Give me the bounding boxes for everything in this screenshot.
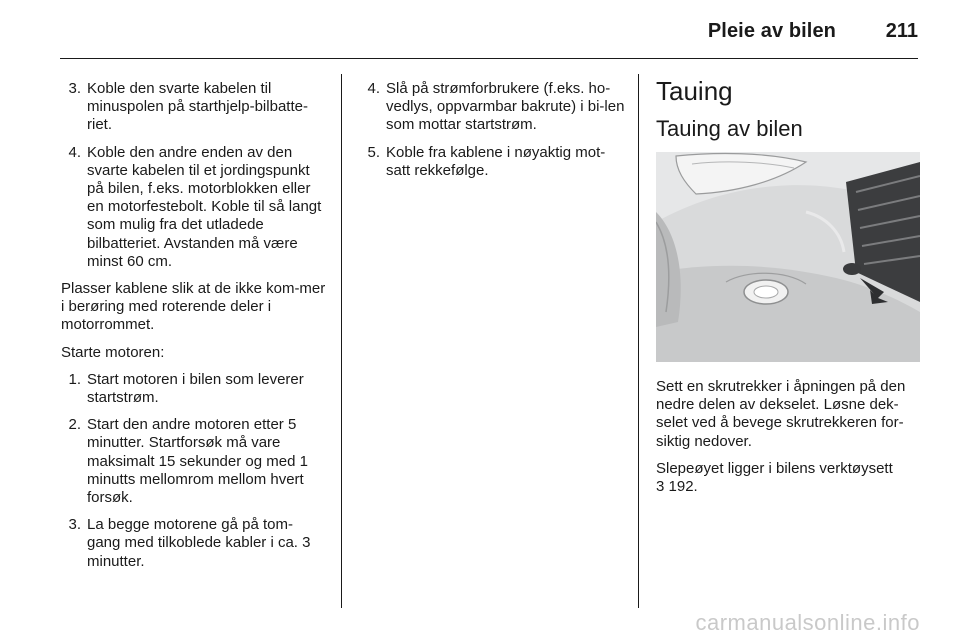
column-2 [360, 80, 625, 189]
list-item [61, 416, 326, 507]
list-number: 4. [367, 80, 380, 97]
watermark: carmanualsonline.info [695, 610, 920, 635]
list-item [61, 80, 326, 135]
list-text: Koble den andre enden av den svarte kabelen til et jordingspunkt på bilen, f.eks. motorblokken eller en motorfestebolt. Koble til så langt som mulig fra det utladede bilbatteriet. Avstanden må være minst 60 cm. [87, 143, 322, 270]
towing-eye-cover-illustration [656, 152, 920, 362]
list-number: 5. [367, 143, 380, 161]
column-3 [656, 76, 920, 505]
list-item [61, 371, 326, 407]
page-number: 211 [885, 20, 918, 42]
list-item [61, 144, 326, 271]
list-number: 3. [68, 80, 81, 97]
page-header [60, 0, 918, 59]
section-title: Pleie av bilen [707, 20, 836, 42]
heading-tauing-av-bilen: Tauing av bilen [656, 116, 803, 141]
paragraph: Sett en skrutrekker i åpningen på den nedre delen av dekselet. Løsne dek-selet ved å bevege skrutrekkeren for-siktig nedover. [656, 378, 906, 450]
list-text: Koble fra kablene i nøyaktig mot-satt rekkefølge. [386, 143, 606, 179]
list-text: Start den andre motoren etter 5 minutter. Startforsøk må vare maksimalt 15 sekunder og med 1 minutts mellomrom mellom hvert forsøk. [87, 416, 308, 507]
page-reference-link[interactable]: 192. [668, 478, 698, 496]
list-item [61, 516, 326, 571]
list-text: Start motoren i bilen som leverer startstrøm. [87, 370, 304, 407]
list-item [360, 144, 625, 180]
paragraph [656, 460, 920, 496]
paragraph: Starte motoren: [61, 343, 165, 361]
list-text: Slå på strømforbrukere (f.eks. ho-vedlys, oppvarmbar bakrute) i bi-len som mottar startstrøm. [386, 80, 625, 134]
column-divider-2 [638, 74, 639, 608]
list-text: La begge motorene gå på tom-gang med tilkoblede kabler i ca. 3 minutter. [87, 516, 311, 570]
paragraph: Plasser kablene slik at de ikke kom-mer i berøring med roterende deler i motorrommet. [61, 280, 326, 334]
column-1 [61, 80, 326, 580]
list-item [360, 80, 625, 135]
list-number: 4. [68, 143, 81, 161]
column-divider-1 [341, 74, 342, 608]
page-reference-symbol[interactable]: 3 [656, 478, 665, 496]
list-text: Koble den svarte kabelen til minuspolen på starthjelp-bilbatte-riet. [87, 80, 308, 134]
list-number: 1. [68, 370, 81, 388]
paragraph-text: Slepeøyet ligger i bilens verktøysett [656, 459, 893, 477]
heading-tauing: Tauing [656, 76, 733, 106]
car-front-illustration [656, 152, 920, 362]
list-number: 3. [68, 516, 81, 534]
list-number: 2. [68, 416, 81, 434]
